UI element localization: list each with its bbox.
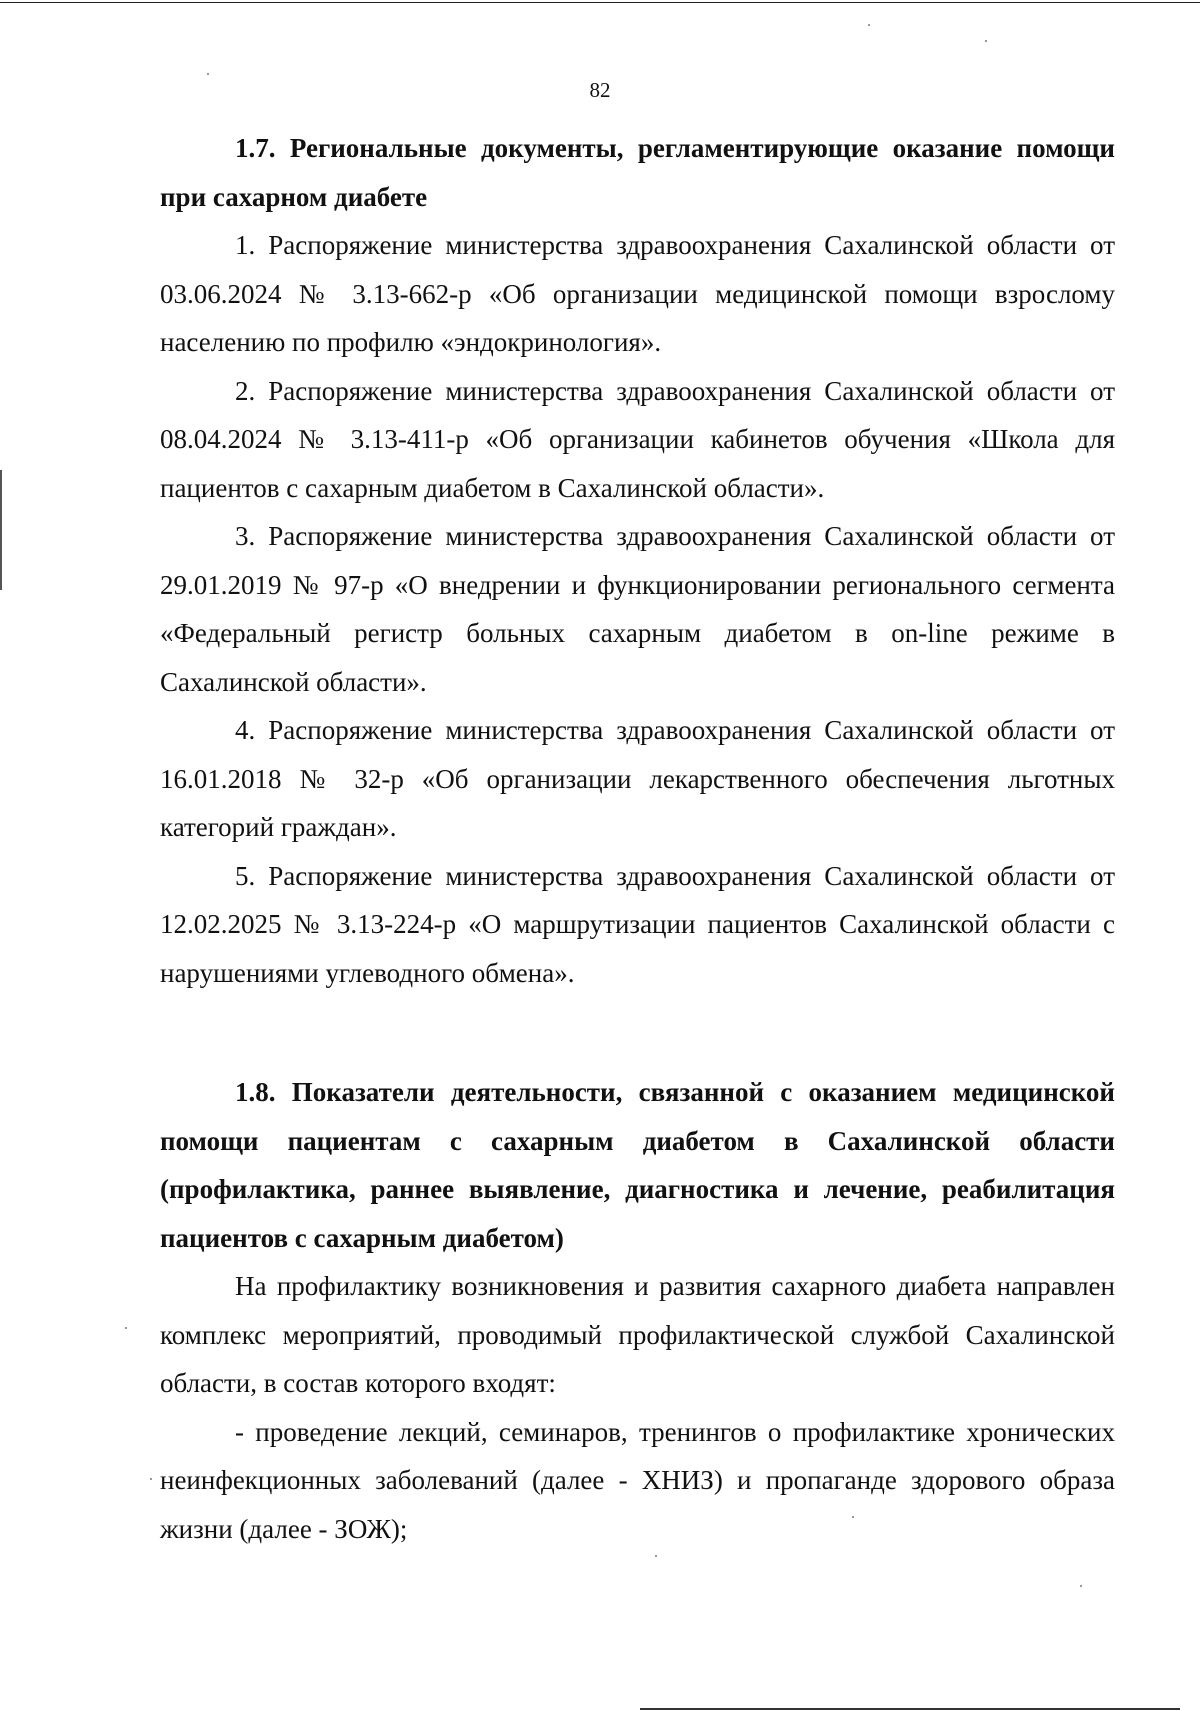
page-number: 82 <box>589 78 611 102</box>
list-item: 2. Распоряжение министерства здравоохранения Сахалинской области от 08.04.2024 № 3.13-411-р «Об организации кабинетов обучения «Школа для пациентов с сахарным диабетом в Сахалинской области». <box>160 375 1115 503</box>
scan-speck <box>1080 1585 1082 1587</box>
body-paragraph: - проведение лекций, семинаров, тренингов о профилактике хронических неинфекционных заболеваний (далее - ХНИЗ) и пропаганде здорового образа жизни (далее - ЗОЖ); <box>160 1416 1115 1544</box>
list-item: 1. Распоряжение министерства здравоохранения Сахалинской области от 03.06.2024 № 3.13-662-р «Об организации медицинской помощи взрослому населению по профилю «эндокринология». <box>160 230 1115 357</box>
section-heading-1-7: 1.7. Региональные документы, регламентирующие оказание помощи при сахарном диабете <box>160 133 1115 212</box>
document-body <box>160 124 1115 1553</box>
scan-edge-bottom <box>640 1708 1180 1710</box>
scan-speck <box>207 73 209 75</box>
scan-speck <box>985 40 987 42</box>
body-paragraph: На профилактику возникновения и развития сахарного диабета направлен комплекс мероприятий, проводимый профилактической службой Сахалинской области, в состав которого входят: <box>160 1271 1115 1398</box>
scan-edge-left <box>0 470 2 590</box>
scan-speck <box>868 24 870 26</box>
scan-speck <box>655 1555 657 1557</box>
list-item: 5. Распоряжение министерства здравоохранения Сахалинской области от 12.02.2025 № 3.13-224-р «О маршрутизации пациентов Сахалинской области с нарушениями углеводного обмена». <box>160 860 1115 988</box>
section-spacer <box>160 997 1115 1068</box>
scan-speck <box>125 1327 127 1329</box>
scan-speck <box>150 1478 152 1480</box>
scan-edge-top <box>0 2 1200 3</box>
section-heading-1-8: 1.8. Показатели деятельности, связанной с оказанием медицинской помощи пациентам с сахарным диабетом в Сахалинской области (профилактика, раннее выявление, диагностика и лечение, реабилитация пациентов с сахарным диабетом) <box>160 1077 1115 1253</box>
list-item: 4. Распоряжение министерства здравоохранения Сахалинской области от 16.01.2018 № 32-р «Об организации лекарственного обеспечения льготных категорий граждан». <box>160 715 1115 842</box>
list-item: 3. Распоряжение министерства здравоохранения Сахалинской области от 29.01.2019 № 97-р «О внедрении и функционировании регионального сегмента «Федеральный регистр больных сахарным диабетом в on-line режиме в Сахалинской области». <box>160 521 1115 697</box>
